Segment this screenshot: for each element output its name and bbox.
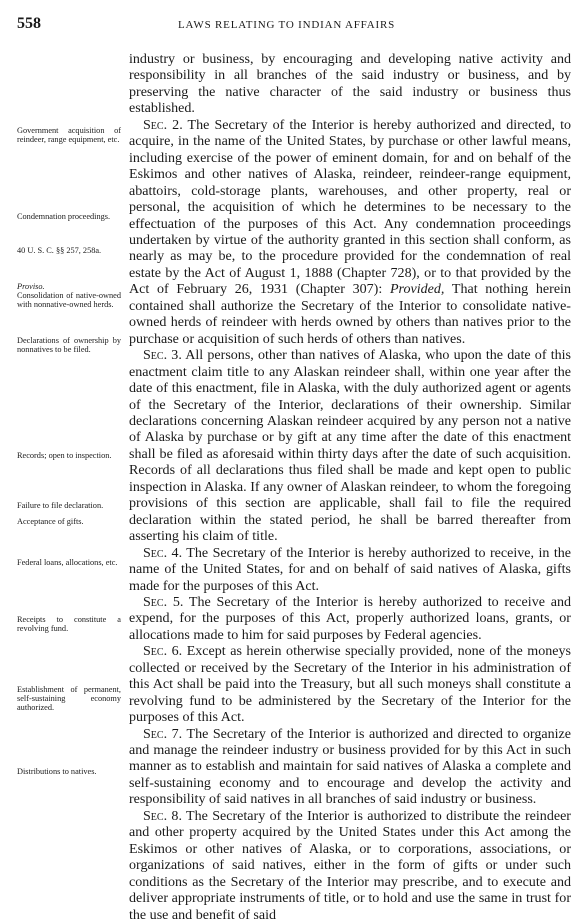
section-text: The Secretary of the Interior is authorized to distribute the reindeer and other property acquired by the United States under this Act among the Eskimos or other natives of Alaska, or to corporations, associations, or organizations of said natives, either in the form of gifts or under such conditions as the Secretary of the Interior may prescribe, and to execute and deliver appropriate instruments of title, or to hold and use the same in trust for the use and benefit of said [129, 807, 571, 923]
section-text: The Secretary of the Interior is hereby authorized to receive and expend, for the purposes of this Act, properly authorized loans, grants, or allocations made to him for said purposes by Federal agencies. [129, 593, 571, 643]
section-label: Sec. 4. [143, 544, 183, 561]
page-number: 558 [17, 15, 41, 32]
section-3 [129, 347, 571, 544]
running-title: LAWS RELATING TO INDIAN AFFAIRS [178, 19, 396, 31]
margin-note: Acceptance of gifts. [17, 517, 84, 526]
margin-note: Declarations of ownership by nonnatives to be filed. [17, 336, 121, 355]
section-text: The Secretary of the Interior is hereby authorized and directed, to acquire, in the name of the United States, by purchase or other lawful means, including exercise of the power of eminent domain, for and on behalf of the Eskimos and other natives of Alaska, reindeer, reindeer-range equipment, abattoirs, cold-storage plants, warehouses, and other property, real or personal, the acquisition of which he determines to be necessary to the effectuation of the purposes of this Act. Any condemnation proceedings undertaken by virtue of the authority granted in this section shall conform, as nearly as may be, to the procedure provided for the condemnation of real estate by the Act of August 1, 1888 (Chapter 728), or to that provided by the Act of February 26, 1931 (Chapter 307): [129, 116, 571, 298]
margin-note: Government acquisition of reindeer, range equipment, etc. [17, 126, 121, 145]
margin-note: Federal loans, allocations, etc. [17, 558, 118, 567]
proviso-label: Provided, [389, 281, 445, 298]
section-7 [129, 726, 571, 808]
section-6 [129, 643, 571, 725]
section-label: Sec. 8. [143, 807, 182, 824]
section-label: Sec. 3. [143, 347, 182, 364]
section-2 [129, 117, 571, 347]
section-text: The Secretary of the Interior is authorized and directed to organize and manage the reindeer industry or business provided for by this Act in such manner as to establish and maintain for said natives of Alaska a complete and self-sustaining economy and to encourage and develop the activity and responsibility of said natives in all branches of said industry or business. [129, 725, 571, 808]
paragraph-continuation: industry or business, by encouraging and developing native activity and responsibility in all branches of the said industry or business, and by preserving the native character of the said industry or business thus established. [129, 51, 571, 117]
margin-note: Records; open to inspection. [17, 451, 112, 460]
margin-note: Consolidation of native-owned with nonnative-owned herds. [17, 291, 121, 310]
section-4 [129, 545, 571, 594]
section-label: Sec. 5. [143, 593, 184, 610]
margin-note: Failure to file declaration. [17, 501, 104, 510]
section-text: That nothing herein contained shall authorize the Secretary of the Interior to consolidate native-owned herds of reindeer with herds owned by others than natives prior to the purchase or acquisition of such herds of others than natives. [129, 281, 571, 347]
section-label: Sec. 6. [143, 643, 183, 660]
section-5 [129, 594, 571, 643]
margin-note: Distributions to natives. [17, 767, 97, 776]
margin-note-proviso: Proviso. [17, 282, 45, 291]
section-text: All persons, other than natives of Alaska, who upon the date of this enactment claim title to any Alaskan reindeer shall, within one year after the date of this enactment, file in Alaska, with the duly authorized agent or agents of the Secretary of the Interior, declarations of their ownership. Similar declarations concerning Alaskan reindeer acquired by any person not a native of Alaska by purchase or by gift at any time after the date of this enactment shall be filed as aforesaid within thirty days after the date of such acquisition. Records of all declarations thus filed shall be made and kept open to public inspection in Alaska. If any owner of Alaskan reindeer, to whom the foregoing provisions of this section are applicable, shall fail to file the required declaration within the stated period, he shall be barred thereafter from asserting his claim of title. [129, 347, 571, 545]
section-label: Sec. 2. [143, 116, 183, 133]
margin-note: 40 U. S. C. §§ 257, 258a. [17, 246, 102, 255]
margin-note: Establishment of permanent, self-sustaining economy authorized. [17, 685, 121, 713]
margin-note: Receipts to constitute a revolving fund. [17, 615, 121, 634]
section-text: The Secretary of the Interior is hereby authorized to receive, in the name of the United States, for and on behalf of said natives of Alaska, gifts made for the purposes of this Act. [129, 544, 571, 594]
body-text [129, 51, 571, 923]
section-label: Sec. 7. [143, 725, 183, 742]
section-text: Except as herein otherwise specially provided, none of the moneys collected or received by the Secretary of the Interior in his administration of this Act shall be paid into the Treasury, but all such moneys shall constitute a revolving fund to be administered by the Secretary of the Interior for the purposes of this Act. [129, 643, 571, 726]
margin-note: Condemnation proceedings. [17, 212, 111, 221]
section-8 [129, 808, 571, 923]
